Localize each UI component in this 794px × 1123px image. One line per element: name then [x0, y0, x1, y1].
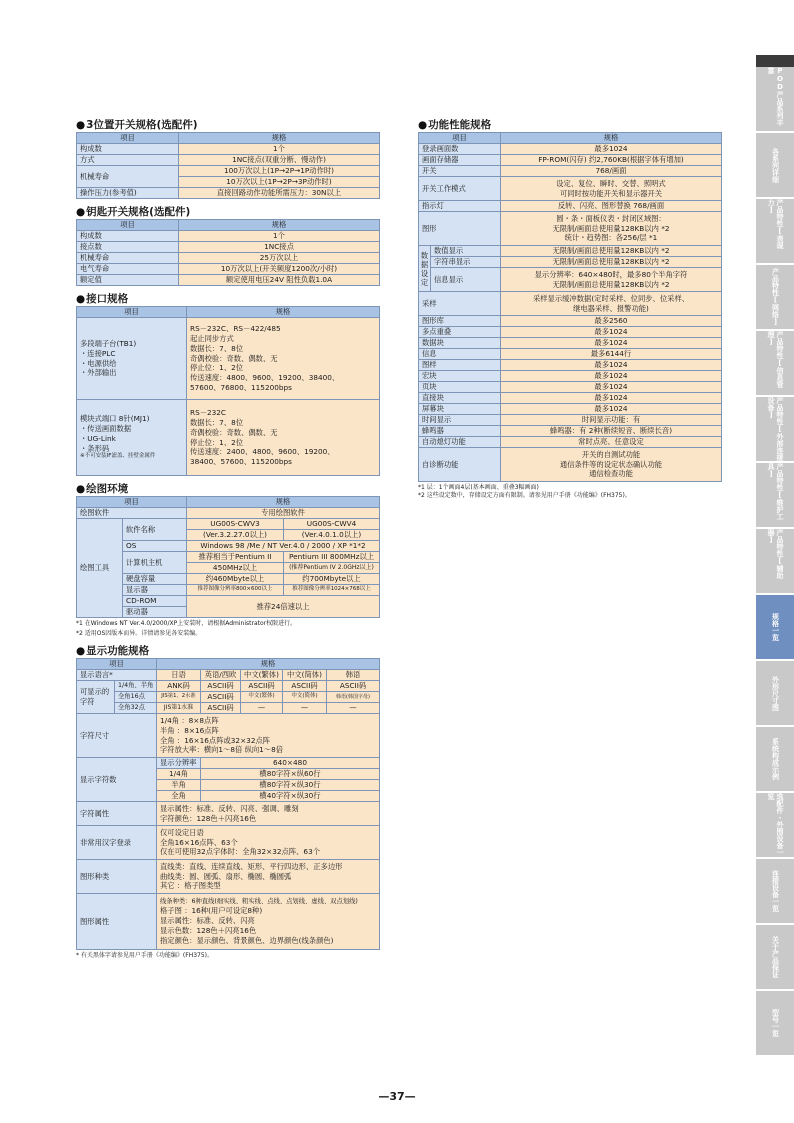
performance-note-1: *1 层：1个画面4层(基本画面、重叠3幅画面)	[418, 484, 539, 491]
keyswitch-title: ●钥匙开关规格(选配件)	[76, 206, 191, 218]
sidebar-tab-assist[interactable]: 产品特性[辅助器]	[756, 529, 794, 593]
sidebar-tab-system[interactable]: 系统构成示例	[756, 727, 794, 791]
sidebar-top-bar	[756, 55, 794, 67]
page-number: —37—	[378, 1090, 416, 1103]
display-title: ●显示功能规格	[76, 645, 150, 657]
display-table: 项目 规格 显示语言* 日语 英语/西欧 中文(繁体) 中文(简体) 韩语 可显示的字符 1/4角、半角 ANK码 ASCII码 ASCII码 ASCII码 ASCII码 全角16点 JIS第1、2水准 ASCII码 中文(繁体) 中文(简体) 韩语(韩国字母) 全角32点 JIS第1水准 ASCII码 — — — 字符尺寸 1/4角 ：8×8点阵 半角 ：8×16点阵 全角 ：16×16点阵或32×32点阵 字符放大率：横向1～8倍 纵向1～8倍 显示字符数 显示分辨率 640×480 1/4角 横80字符×纵60行 半角 横80字符×纵30行 全角 横40字符×纵30行 字符属性 显示属性：标准、反转、闪亮、强调、雕刻 字符颜色：128色＋闪亮16色 非常用汉字登录 仅可设定日语 全角16×16点阵、63个 仅在可使用32点字体时：全角32×32点阵、63个 图形种类 直线类：直线、连续直线、矩形、平行四边形、正多边形 曲线类：圆、圆弧、扇形、椭圆、椭圆弧 其它 ：格子图类型 图形属性 线条种类：6种直线(细实线、粗实线、点线、点划线、虚线、双点划线) 格子图 ：16种(用户可设定8种) 显示属性：标准、反转、闪亮 显示色数：128色＋闪亮16色 指定颜色：显示颜色、背景颜色、边界颜色(线条颜色)	[76, 658, 380, 950]
sidebar-tab-external[interactable]: 产品特性[外部连接设备]	[756, 397, 794, 461]
sidebar-tab-info-mgmt[interactable]: 产品特性[信息管理]	[756, 331, 794, 395]
interface-title: ●接口规格	[76, 293, 129, 305]
sidebar-tab-warranty[interactable]: 关于产品保证	[756, 925, 794, 989]
performance-table: 项目 规格 登录画面数 最多1024 画面存储器 FP-ROM(闪存) 约2,760KB(根据字体有增加) 开关 768/画面 开关工作模式 设定、复位、瞬时、交替、照明式 可同时按功能开关和显示器开关 指示灯 反转、闪亮、图形替换 768/画面 图形 圆・条・面板仪表・封闭区域图： 无限制/画面总使用量128KB以内 *2 统计・趋势图：各256/层 *1 数据设定 数值显示 无限制/画面总使用量128KB以内 *2 字符串显示 无限制/画面总使用量128KB以内 *2 信息显示 显示分辨率：640×480时，最多80个半角字符 无限制/画面总使用量128KB以内 *2 采样 采样显示缓冲数据(定时采样、位同步、位采样、 继电器采样、报警功能) 图形库 最多2560 多点重叠 最多1024 数据块 最多1024 信息 最多6144行 图样 最多1024 宏块 最多1024 页块 最多1024 直接块 最多1024 屏幕块 最多1024 时间显示 时间显示功能：有 蜂鸣器 蜂鸣器：有 2种(断续短音、断续长音) 自动熄灯功能 常时点亮、任意设定 自诊断功能 开关的自测试功能 通信条件等的设定状态确认功能 通信检查功能	[418, 132, 722, 482]
performance-note-2: *2 这些设定数中，存储设定方面有限制。请参见用户手册《功能编》(FH375)。	[418, 492, 631, 499]
drawing-title: ●绘图环境	[76, 483, 129, 495]
sidebar-tab-specs[interactable]: 规格一览	[756, 595, 794, 659]
header-item: 项目	[77, 133, 179, 144]
interface-table: 项目 规格 多段端子台(TB1) ・连接PLC ・电源供给 ・外部输出 RS－232C、RS－422/485 起止同步方式 数据长：7、8位 奇偶校验：奇数、偶数、无 停止位：1、2位 传送速度：4800、9600、19200、38400、 57600、76800、115200bps 模块式端口 8针(MJ1) ・传送画面数据 ・UG-Link ・条形码 ※不可安装IF滤盖、挂壁金属件 RS－232C 数据长：7、8位 奇偶校验：奇数、偶数、无 停止位：1、2位 传送速度：2400、4800、9600、19200、 38400、57600、115200bps	[76, 306, 380, 476]
keyswitch-table: 项目 规格 构成数 1个 接点数 1NC接点 机械寿命 25万次以上 电气寿命 10万次以上(开关频度1200次/小时) 额定值 额定使用电压24V 阻性负载1.0A	[76, 219, 380, 286]
switch3-table: 项目 规格 构成数 1个 方式 1NC接点(双重分断、慢动作) 机械寿命 100万次以上(1P→2P→1P动作时) 10万次以上(1P→2P→3P动作时) 操作压力(参考值) 直接回路动作功能所需压力：30N以上	[76, 132, 380, 199]
drawing-note-2: *2 适用OS因版本而异。详情请参见各安装编。	[76, 630, 202, 637]
sidebar-tab-options[interactable]: 选配件・外围设备一览	[756, 793, 794, 857]
sidebar-tab-network[interactable]: 产品特性[网络]	[756, 265, 794, 329]
sidebar-nav	[756, 55, 794, 1057]
sidebar-tab-models[interactable]: 型号一览	[756, 991, 794, 1055]
performance-title: ●功能性能规格	[418, 119, 492, 131]
drawing-table: 项目 规格 绘图软件 专用绘图软件 绘图工具 软件名称 UG00S-CWV3 UG00S-CWV4 (Ver.3.2.27.0以上) (Ver.4.0.1.0以上) OS Windows 98 /Me / NT Ver.4.0 / 2000 / XP *1*2 计算机主机 推荐相当于Pentium II Pentium III 800MHz以上 450MHz以上 (推荐Pentium IV 2.0GHz以上) 硬盘容量 约460Mbyte以上 约700Mbyte以上 显示器 推荐图像分辨率800×600以上 推荐图像分辨率1024×768以上 CD-ROM 推荐24倍速以上 驱动器	[76, 496, 380, 618]
display-note: * 有关黑体字请参见用户手册《功能编》(FH375)。	[76, 952, 214, 959]
sidebar-tab-devices[interactable]: 连接设备一览	[756, 859, 794, 923]
drawing-note-1: *1 在Windows NT Ver.4.0/2000/XP上安装时，请根据Administrator权限进行。	[76, 620, 297, 627]
sidebar-tab-maintenance[interactable]: 产品特性[维护工具]	[756, 463, 794, 527]
sidebar-tab-expression[interactable]: 产品特性[表现力]	[756, 199, 794, 263]
sidebar-tab-dimensions[interactable]: 外形尺寸图	[756, 661, 794, 725]
sidebar-tab-series[interactable]: 各系列详细	[756, 133, 794, 197]
header-spec: 规格	[179, 133, 380, 144]
switch3-title: ●3位置开关规格(选配件)	[76, 119, 198, 131]
sidebar-tab-pod[interactable]: POD产品系列丰富	[756, 67, 794, 131]
